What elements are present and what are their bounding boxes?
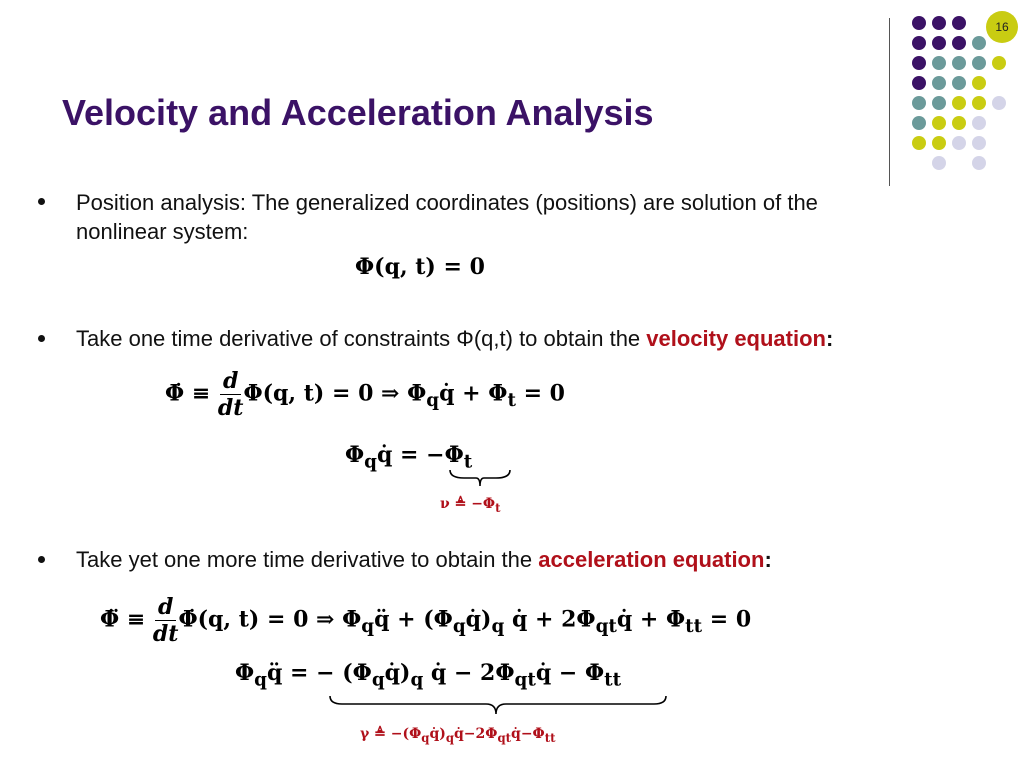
bullet-1-line2: nonlinear system: <box>76 219 249 244</box>
decor-dot <box>952 136 966 150</box>
decor-dot <box>932 76 946 90</box>
decor-dot <box>952 56 966 70</box>
vel-eq1-tail: q̇ + Φ <box>439 380 508 407</box>
sub: tt <box>604 669 622 691</box>
slide-title: Velocity and Acceleration Analysis <box>62 92 654 133</box>
derivative-fraction <box>153 594 179 647</box>
divider-line <box>889 18 890 186</box>
decor-dot <box>952 116 966 130</box>
underbrace-velocity <box>448 468 512 488</box>
sub: q <box>421 730 430 745</box>
bullet-1-line1: Position analysis: The generalized coordinates (positions) are solution of the <box>76 190 818 215</box>
sub: tt <box>544 730 556 745</box>
acc-eq2-b3: q̇ − 2Φ <box>423 660 515 686</box>
acc-eq1-left: Φ̈ ≡ <box>100 606 153 633</box>
vel-eq2-left: Φ <box>345 442 365 468</box>
decor-dot <box>952 96 966 110</box>
sub: t <box>507 389 516 411</box>
sub: q <box>445 730 455 745</box>
decor-dot <box>912 96 926 110</box>
decor-dot <box>932 136 946 150</box>
decor-dot <box>952 36 966 50</box>
sub: qt <box>514 669 536 691</box>
vel-eq1-left: Φ̇ ≡ <box>165 380 218 407</box>
decor-dot <box>932 56 946 70</box>
decor-dot <box>912 116 926 130</box>
velocity-equation-1 <box>165 368 565 421</box>
acc-eq1-right: Φ̇(q, t) = 0 ⇒ Φ <box>178 606 362 633</box>
vel-eq1-right: Φ(q, t) = 0 ⇒ Φ <box>243 380 427 407</box>
bullet-2-prefix: Take one time derivative of constraints Φ(q,t) to obtain the <box>76 326 647 351</box>
sub: q <box>452 615 466 637</box>
sub: t <box>495 500 501 515</box>
vel-eq2-braced: −Φ <box>426 442 464 468</box>
vel-eq2-mid: q̇ = <box>377 442 427 468</box>
gamma-label: γ ≜ −(Φ <box>360 726 422 742</box>
bullet-3-text <box>76 545 772 574</box>
gamma-label-2: q̇) <box>429 726 446 742</box>
decor-dot <box>992 96 1006 110</box>
underbrace-acceleration <box>328 694 668 716</box>
decor-dot <box>932 36 946 50</box>
sub: q <box>371 669 385 691</box>
sub: q <box>410 669 424 691</box>
decor-dot <box>932 116 946 130</box>
sub: t <box>463 451 473 473</box>
decor-dot <box>972 136 986 150</box>
decor-dot <box>972 96 986 110</box>
nu-definition-label <box>440 496 501 515</box>
bullet-3-prefix: Take yet one more time derivative to obtain the <box>76 547 539 572</box>
decor-dot <box>972 76 986 90</box>
sub: qt <box>595 615 617 637</box>
bullet-marker <box>38 335 45 342</box>
decor-dot <box>992 56 1006 70</box>
decor-dot <box>952 16 966 30</box>
acc-eq2-b4: q̇ − Φ <box>535 660 605 686</box>
bullet-marker <box>38 556 45 563</box>
frac-den: dt <box>217 395 244 421</box>
sub: qt <box>497 730 512 745</box>
acc-eq2-b2: q̇) <box>384 660 411 686</box>
decor-dot <box>932 96 946 110</box>
frac-num: d <box>220 368 241 395</box>
decor-dot <box>932 16 946 30</box>
sub: q <box>426 389 440 411</box>
gamma-definition-label <box>360 726 556 745</box>
bullet-3-suffix: : <box>764 547 772 572</box>
acceleration-equation-2 <box>235 660 621 690</box>
nu-label: ν ≜ −Φ <box>440 496 496 512</box>
acc-eq1-tail4: q̇ + Φ <box>616 606 686 633</box>
decor-dot <box>972 116 986 130</box>
gamma-label-3: q̇−2Φ <box>454 726 498 742</box>
position-equation: Φ(q, t) = 0 <box>355 254 485 280</box>
frac-den: dt <box>152 621 179 647</box>
decor-dot <box>932 156 946 170</box>
vel-eq1-end: = 0 <box>515 380 565 407</box>
acc-eq1-end: = 0 <box>702 606 752 633</box>
acceleration-equation-1 <box>100 594 751 647</box>
page-number-badge: 16 <box>986 11 1018 43</box>
derivative-fraction <box>218 368 244 421</box>
decor-dot <box>912 16 926 30</box>
acc-eq2-braced: − (Φ <box>316 660 372 686</box>
sub: q <box>254 669 267 691</box>
acc-eq1-tail: q̈ + (Φ <box>374 606 453 633</box>
acc-eq1-tail2: q̇) <box>465 606 492 633</box>
gamma-label-4: q̇−Φ <box>511 726 545 742</box>
decor-dot <box>972 56 986 70</box>
decor-dot <box>912 136 926 150</box>
bullet-2-suffix: : <box>826 326 834 351</box>
bullet-marker <box>38 198 45 205</box>
sub: q <box>361 615 375 637</box>
decor-dot <box>912 36 926 50</box>
decor-dot <box>912 76 926 90</box>
bullet-2-text <box>76 324 833 353</box>
decor-dot <box>952 76 966 90</box>
sub: q <box>491 615 505 637</box>
decor-dot <box>972 36 986 50</box>
acc-eq2-left: Φ <box>235 660 255 686</box>
frac-num: d <box>155 594 176 621</box>
sub: q <box>364 451 377 473</box>
decor-dot <box>972 156 986 170</box>
bullet-1-text <box>76 188 818 246</box>
acc-eq2-mid: q̈ = <box>267 660 317 686</box>
velocity-equation-highlight: velocity equation <box>646 326 826 351</box>
sub: tt <box>685 615 703 637</box>
decor-dot <box>912 56 926 70</box>
acc-eq1-tail3: q̇ + 2Φ <box>504 606 596 633</box>
acceleration-equation-highlight: acceleration equation <box>538 547 765 572</box>
